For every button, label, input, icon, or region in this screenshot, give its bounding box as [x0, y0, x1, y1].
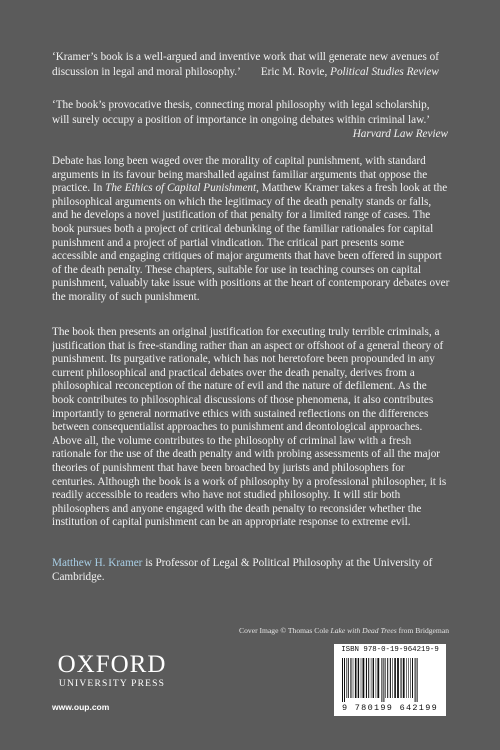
isbn-barcode [334, 644, 446, 716]
publisher-name: OXFORD [57, 651, 167, 678]
author-bio-text: is Professor of Legal & Political Philosophy at the University of Cambridge. [52, 557, 433, 583]
publisher-url: www.oup.com [52, 702, 110, 712]
quote-1-attribution [261, 66, 439, 78]
book-title: The Ethics of Capital Punishment [105, 182, 257, 195]
quote-1-source: Political Studies Review [330, 65, 439, 78]
quote-1-text: discussion in legal and moral philosophy.’ [52, 65, 241, 78]
quote-2-line-2: will surely occupy a position of importance in ongoing debates within criminal law.’ [52, 113, 431, 126]
review-quote-1 [52, 50, 448, 79]
publisher-logo [52, 652, 172, 689]
review-quote-2 [52, 98, 448, 142]
quote-2-source: Harvard Law Review [352, 128, 448, 140]
description-text-continued: , Matthew Kramer takes a fresh look at the philosophical arguments on which the legitimacy of the death penalty stands or falls, and he develops a novel justification of that penalty for a limited range of cases. The book pursues both a project of critical debunking of the familiar rationales for capital punishment and a project of partial vindication. The critical part presents some accessible and engaging critiques of major arguments that have been offered in support of the death penalty. These chapters, suitable for use in teaching courses on capital punishment, valuably take issue with positions at the heart of contemporary debates over the morality of such punishment. [52, 182, 450, 303]
quote-1-line-1: ‘Kramer’s book is a well-argued and inventive work that will generate new avenues of [52, 51, 439, 63]
description-paragraph-2: The book then presents an original justification for executing truly terrible criminals, a justification that is free-standing rather than an aspect or offshoot of a general theory of punishment. Its purgative rationale, which has not heretofore been propounded in any current philosophical and practical debates over the death penalty, derives from a philosophical reconception of the nature of evil and the nature of defilement. As the book contributes to philosophical discussions of those phenomena, it also contributes importantly to general normative ethics with sustained reflections on the differences between consequentialist approaches to punishment and deontological approaches. Above all, the volume contributes to the philosophy of criminal law with a fresh rationale for the use of the death penalty and with probing assessments of all the major theories of punishment that have been broached by jurists and philosophers for centuries. Although the book is a work of philosophy by a professional philosopher, it is readily accessible to readers who have not studied philosophy. It will stir both philosophers and anyone engaged with the death penalty to reconsider whether the institution of capital punishment can be an appropriate response to extreme evil. [52, 326, 447, 529]
publisher-press: UNIVERSITY PRESS [58, 679, 166, 689]
painting-title: Lake with Dead Trees [330, 626, 397, 635]
isbn-label: ISBN 978-0-19-964219-9 [341, 646, 439, 654]
quote-1-line-2 [52, 65, 448, 80]
description-text: Debate has long been waged over the morality of capital punishment, with standard arguments in its favour being marshalled against familiar arguments that oppose the practice. In [52, 155, 428, 195]
barcode-bars [340, 658, 440, 702]
credit-text: Cover Image © Thomas Cole [239, 626, 331, 635]
quote-2-line-1: ‘The book’s provocative thesis, connecting moral philosophy with legal scholarship, [52, 99, 430, 111]
cover-image-credit [230, 626, 449, 635]
quote-1-author: Eric M. Rovie, [260, 65, 328, 78]
barcode-number: 9 780199 642199 [341, 703, 438, 713]
author-name: Matthew H. Kramer [52, 557, 143, 569]
description-paragraph-1 [52, 155, 450, 305]
credit-source: from Bridgeman [396, 626, 449, 635]
author-bio [52, 557, 452, 584]
